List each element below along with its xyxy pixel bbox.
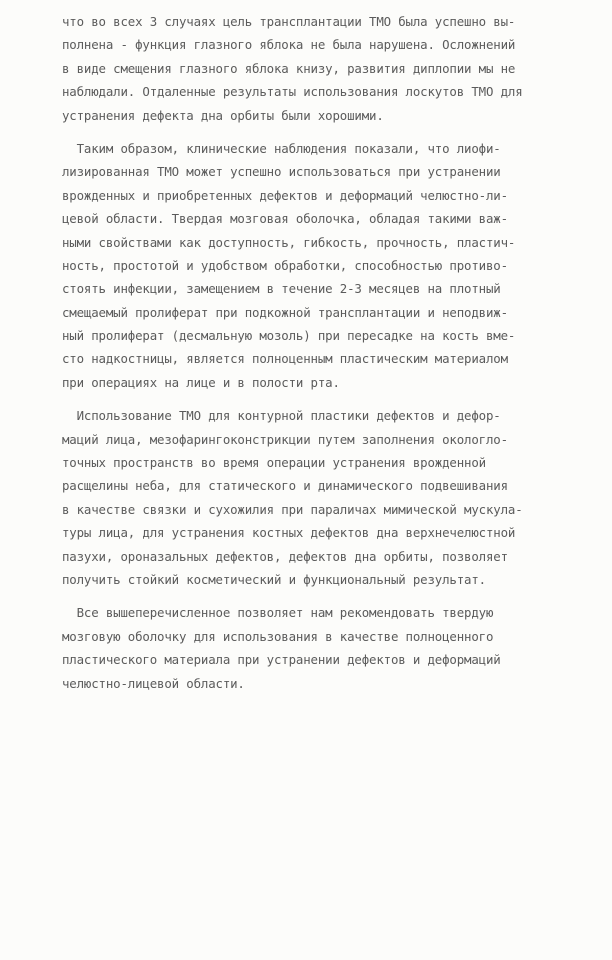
text-line: получить стойкий косметический и функциональный результат. <box>62 571 486 587</box>
paragraph <box>62 601 592 695</box>
text-line: челюстно-лицевой области. <box>62 675 245 691</box>
text-line: пластического материала при устранении дефектов и деформаций <box>62 652 501 668</box>
text-line: стоять инфекции, замещением в течение 2-3 месяцев на плотный <box>62 281 501 297</box>
text-line: ными свойствами как доступность, гибкость, прочность, пластич- <box>62 234 516 250</box>
text-line: ный пролиферат (десмальную мозоль) при пересадке на кость вме- <box>62 328 516 344</box>
paragraph-gap <box>62 394 592 404</box>
paragraph <box>62 404 592 591</box>
text-line: мозговую оболочку для использования в качестве полноценного <box>62 628 494 644</box>
text-line: при операциях на лице и в полости рта. <box>62 374 340 390</box>
text-line: пазухи, ороназальных дефектов, дефектов дна орбиты, позволяет <box>62 548 508 564</box>
text-line: цевой области. Твердая мозговая оболочка, обладая такими важ- <box>62 211 508 227</box>
text-line: Использование ТМО для контурной пластики дефектов и дефор- <box>62 408 501 424</box>
paragraph <box>62 137 592 394</box>
text-line: смещаемый пролиферат при подкожной трансплантации и неподвиж- <box>62 304 508 320</box>
text-line: полнена - функция глазного яблока не была нарушена. Осложнений <box>62 37 516 53</box>
text-line: ность, простотой и удобством обработки, способностью противо- <box>62 257 508 273</box>
body-text <box>62 10 592 695</box>
text-line: туры лица, для устранения костных дефектов дна верхнечелюстной <box>62 525 516 541</box>
text-line: точных пространств во время операции устранения врожденной <box>62 455 486 471</box>
text-line: устранения дефекта дна орбиты были хорошими. <box>62 107 384 123</box>
text-line: в виде смещения глазного яблока книзу, развития диплопии мы не <box>62 60 516 76</box>
text-line: расщелины неба, для статического и динамического подвешивания <box>62 478 508 494</box>
text-line: сто надкостницы, является полноценным пластическим материалом <box>62 351 508 367</box>
text-line: Все вышеперечисленное позволяет нам рекомендовать твердую <box>62 605 494 621</box>
text-line: врожденных и приобретенных дефектов и деформаций челюстно-ли- <box>62 187 508 203</box>
paragraph-gap <box>62 591 592 601</box>
paragraph <box>62 10 592 127</box>
text-line: в качестве связки и сухожилия при параличах мимической мускула- <box>62 501 523 517</box>
text-line: лизированная ТМО может успешно использоваться при устранении <box>62 164 501 180</box>
text-line: наблюдали. Отдаленные результаты использования лоскутов ТМО для <box>62 84 523 100</box>
text-line: маций лица, мезофарингоконстрикции путем заполнения окологло- <box>62 431 508 447</box>
text-line: что во всех 3 случаях цель трансплантации ТМО была успешно вы- <box>62 14 516 29</box>
text-line: Таким образом, клинические наблюдения показали, что лиофи- <box>62 140 501 156</box>
paragraph-gap <box>62 127 592 137</box>
